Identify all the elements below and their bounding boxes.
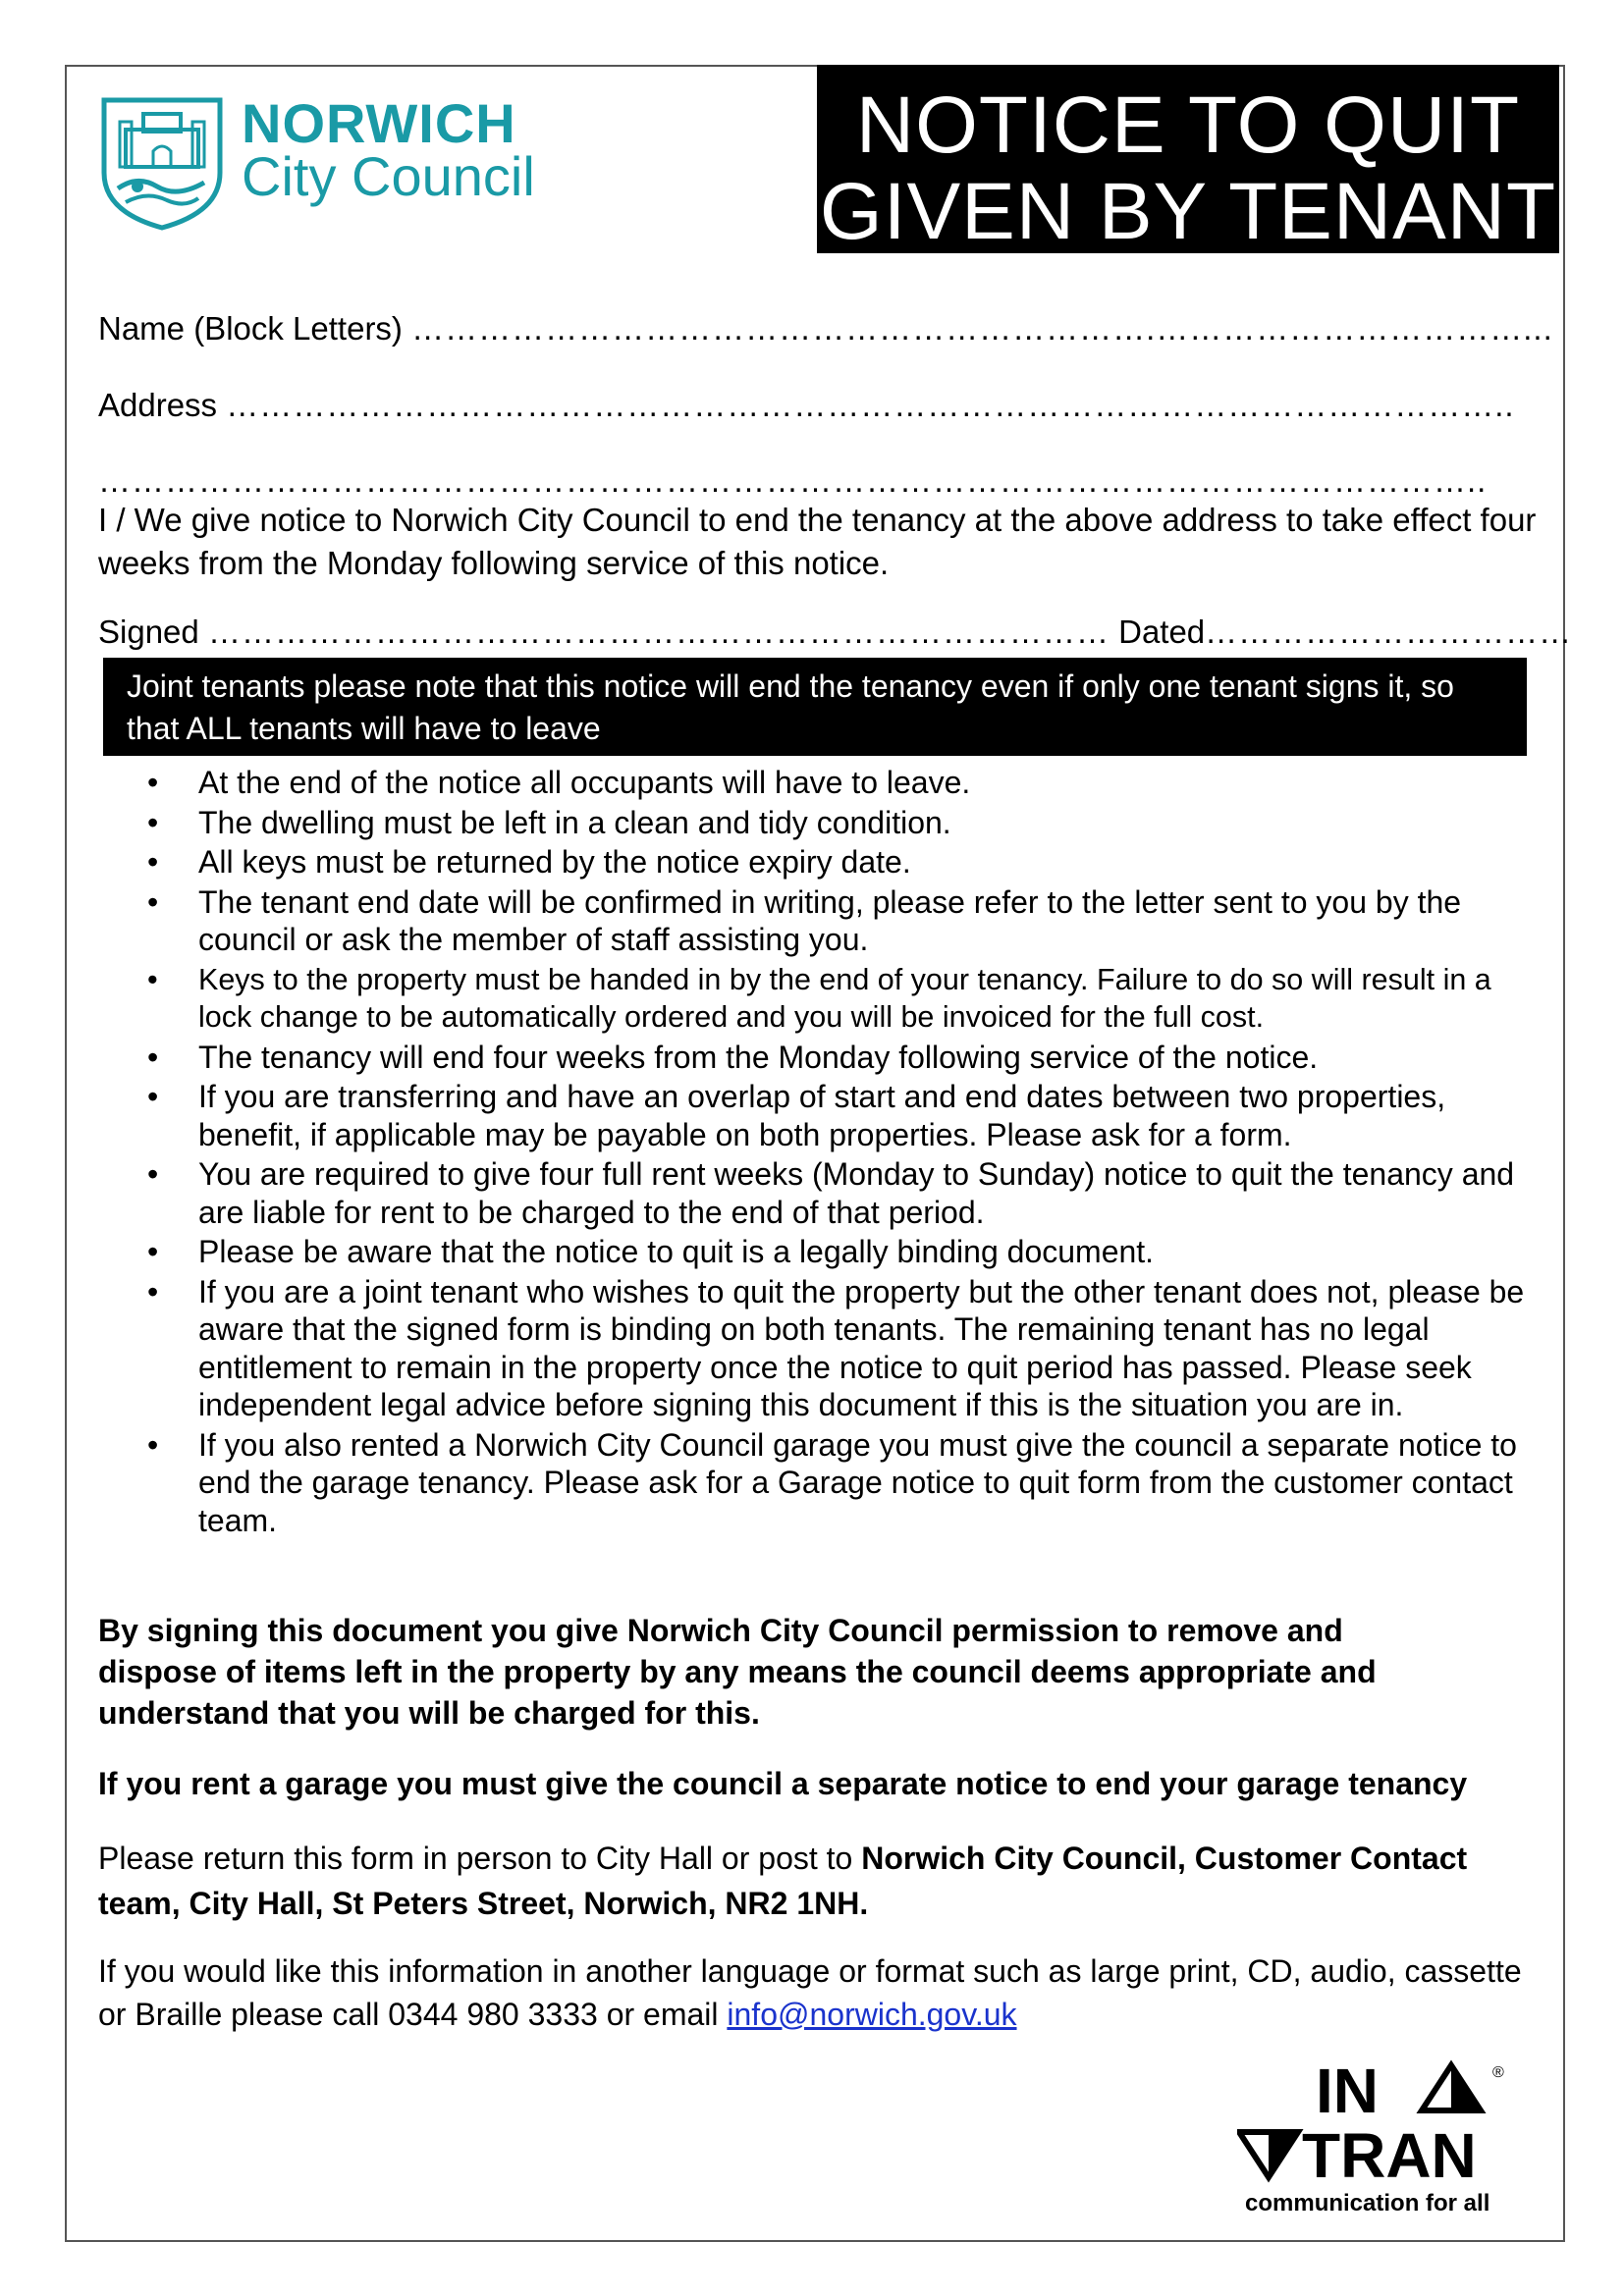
- bullet-icon: •: [147, 1079, 159, 1114]
- logo-norwich-text: NORWICH: [242, 92, 516, 154]
- name-label: Name (Block Letters): [98, 310, 412, 347]
- list-item-text: If you are a joint tenant who wishes to quit the property but the other tenant does not, please be aware that the signed form is binding on both tenants. The remaining tenant has no legal entitlement to remain in the property once the notice to quit period has passed. Please seek independent legal advice before signing this document if this is the situation you are in.: [198, 1273, 1525, 1422]
- accessibility-info: [98, 1949, 1542, 2036]
- signed-dots: ………………………………………………………………………: [207, 614, 1110, 650]
- intran-mark-icon: [1237, 2052, 1522, 2218]
- list-item: [98, 961, 1551, 1037]
- list-item-text: At the end of the notice all occupants will have to leave.: [198, 765, 971, 800]
- garage-statement: If you rent a garage you must give the council a separate notice to end your garage tenancy: [98, 1766, 1468, 1801]
- return-instructions: [98, 1836, 1542, 1926]
- bullet-icon: •: [147, 1039, 159, 1075]
- bullet-icon: •: [147, 1156, 159, 1192]
- list-item: [98, 1273, 1551, 1424]
- email-link[interactable]: info@norwich.gov.uk: [727, 1997, 1017, 2032]
- list-item: [98, 1426, 1551, 1540]
- norwich-city-council-logo: [98, 92, 540, 234]
- joint-tenants-note: Joint tenants please note that this notice will end the tenancy even if only one tenant signs it, so that ALL tenants will have to leave: [103, 658, 1527, 756]
- permission-statement: By signing this document you give Norwich City Council permission to remove and dispose of items left in the property by any means the council deems appropriate and understand that you will be charged for this.: [98, 1613, 1377, 1731]
- bullet-icon: •: [147, 1273, 159, 1309]
- intran-logo: [1237, 2052, 1522, 2218]
- list-item: [98, 1078, 1551, 1153]
- dated-dots: ……………………………: [1205, 614, 1573, 650]
- bullet-icon: •: [147, 765, 159, 800]
- intran-tagline: communication for all: [1245, 2190, 1490, 2216]
- logo-city-council-text: City Council: [242, 145, 535, 207]
- list-item-text: The tenant end date will be confirmed in writing, please refer to the letter sent to you by the council or ask the member of staff assisting you.: [198, 883, 1462, 957]
- list-item: [98, 883, 1551, 959]
- address-label: Address: [98, 387, 227, 423]
- bullet-icon: •: [147, 883, 159, 920]
- name-field[interactable]: [98, 309, 1553, 348]
- list-item-text: You are required to give four full rent weeks (Monday to Sunday) notice to quit the tenancy and are liable for rent to be charged to the end of that period.: [198, 1156, 1515, 1230]
- list-item: [98, 1039, 1551, 1077]
- address-line-2-dots: ……………………………………………………………………………………………………………..: [98, 462, 1488, 499]
- list-item-text: If you also rented a Norwich City Council garage you must give the council a separate notice to end the garage tenancy. Please ask for a Garage notice to quit form from the customer contact team.: [198, 1426, 1517, 1538]
- title-line-1: NOTICE TO QUIT: [855, 80, 1521, 170]
- address-dots: ……………………………………………………………………………………………………..: [226, 387, 1515, 423]
- bullet-icon: •: [147, 1234, 159, 1269]
- list-item: [98, 1155, 1551, 1231]
- norwich-crest-icon: [98, 96, 226, 232]
- list-item-text: All keys must be returned by the notice expiry date.: [198, 844, 911, 880]
- list-item-text: Please be aware that the notice to quit is a legally binding document.: [198, 1234, 1155, 1269]
- list-item: [98, 764, 1551, 802]
- list-item-text: Keys to the property must be handed in by the end of your tenancy. Failure to do so will result in a lock change to be automatically ordered and you will be invoiced for the full cost.: [198, 962, 1491, 1034]
- address-field[interactable]: [98, 386, 1515, 425]
- page-title: [817, 65, 1559, 256]
- signed-label: Signed: [98, 614, 208, 650]
- registered-mark: ®: [1492, 2064, 1504, 2081]
- dated-label: Dated: [1109, 614, 1206, 650]
- intran-word-2: TRAN: [1302, 2120, 1477, 2191]
- list-item-text: The dwelling must be left in a clean and tidy condition.: [198, 804, 951, 840]
- list-item: [98, 843, 1551, 881]
- name-dots: ………………………………………………………….……………………………...: [411, 310, 1553, 347]
- notice-statement: I / We give notice to Norwich City Council to end the tenancy at the above address to take effect four weeks from the Monday following service of this notice.: [98, 502, 1537, 581]
- bullet-icon: •: [147, 962, 158, 996]
- list-item: [98, 1233, 1551, 1271]
- signature-row[interactable]: [98, 613, 1572, 652]
- list-item: [98, 804, 1551, 842]
- return-prefix: Please return this form in person to City Hall or post to: [98, 1841, 862, 1876]
- list-item-text: The tenancy will end four weeks from the Monday following service of the notice.: [198, 1039, 1319, 1075]
- address-line-2[interactable]: [98, 461, 1487, 501]
- intran-word-1: IN: [1316, 2056, 1379, 2126]
- return-address: Norwich City Council, Customer Contact team, City Hall, St Peters Street, Norwich, NR2 1NH.: [98, 1841, 1468, 1921]
- bullet-icon: •: [147, 804, 159, 840]
- list-item-text: If you are transferring and have an overlap of start and end dates between two properties, benefit, if applicable may be payable on both properties. Please ask for a form.: [198, 1079, 1446, 1152]
- conditions-list: [98, 764, 1551, 1541]
- bullet-icon: •: [147, 844, 159, 880]
- bullet-icon: •: [147, 1426, 159, 1463]
- title-line-2: GIVEN BY TENANT: [819, 167, 1557, 256]
- accessibility-text: If you would like this information in another language or format such as large print, CD, audio, cassette or Braille please call 0344 980 3333 or email: [98, 1953, 1522, 2032]
